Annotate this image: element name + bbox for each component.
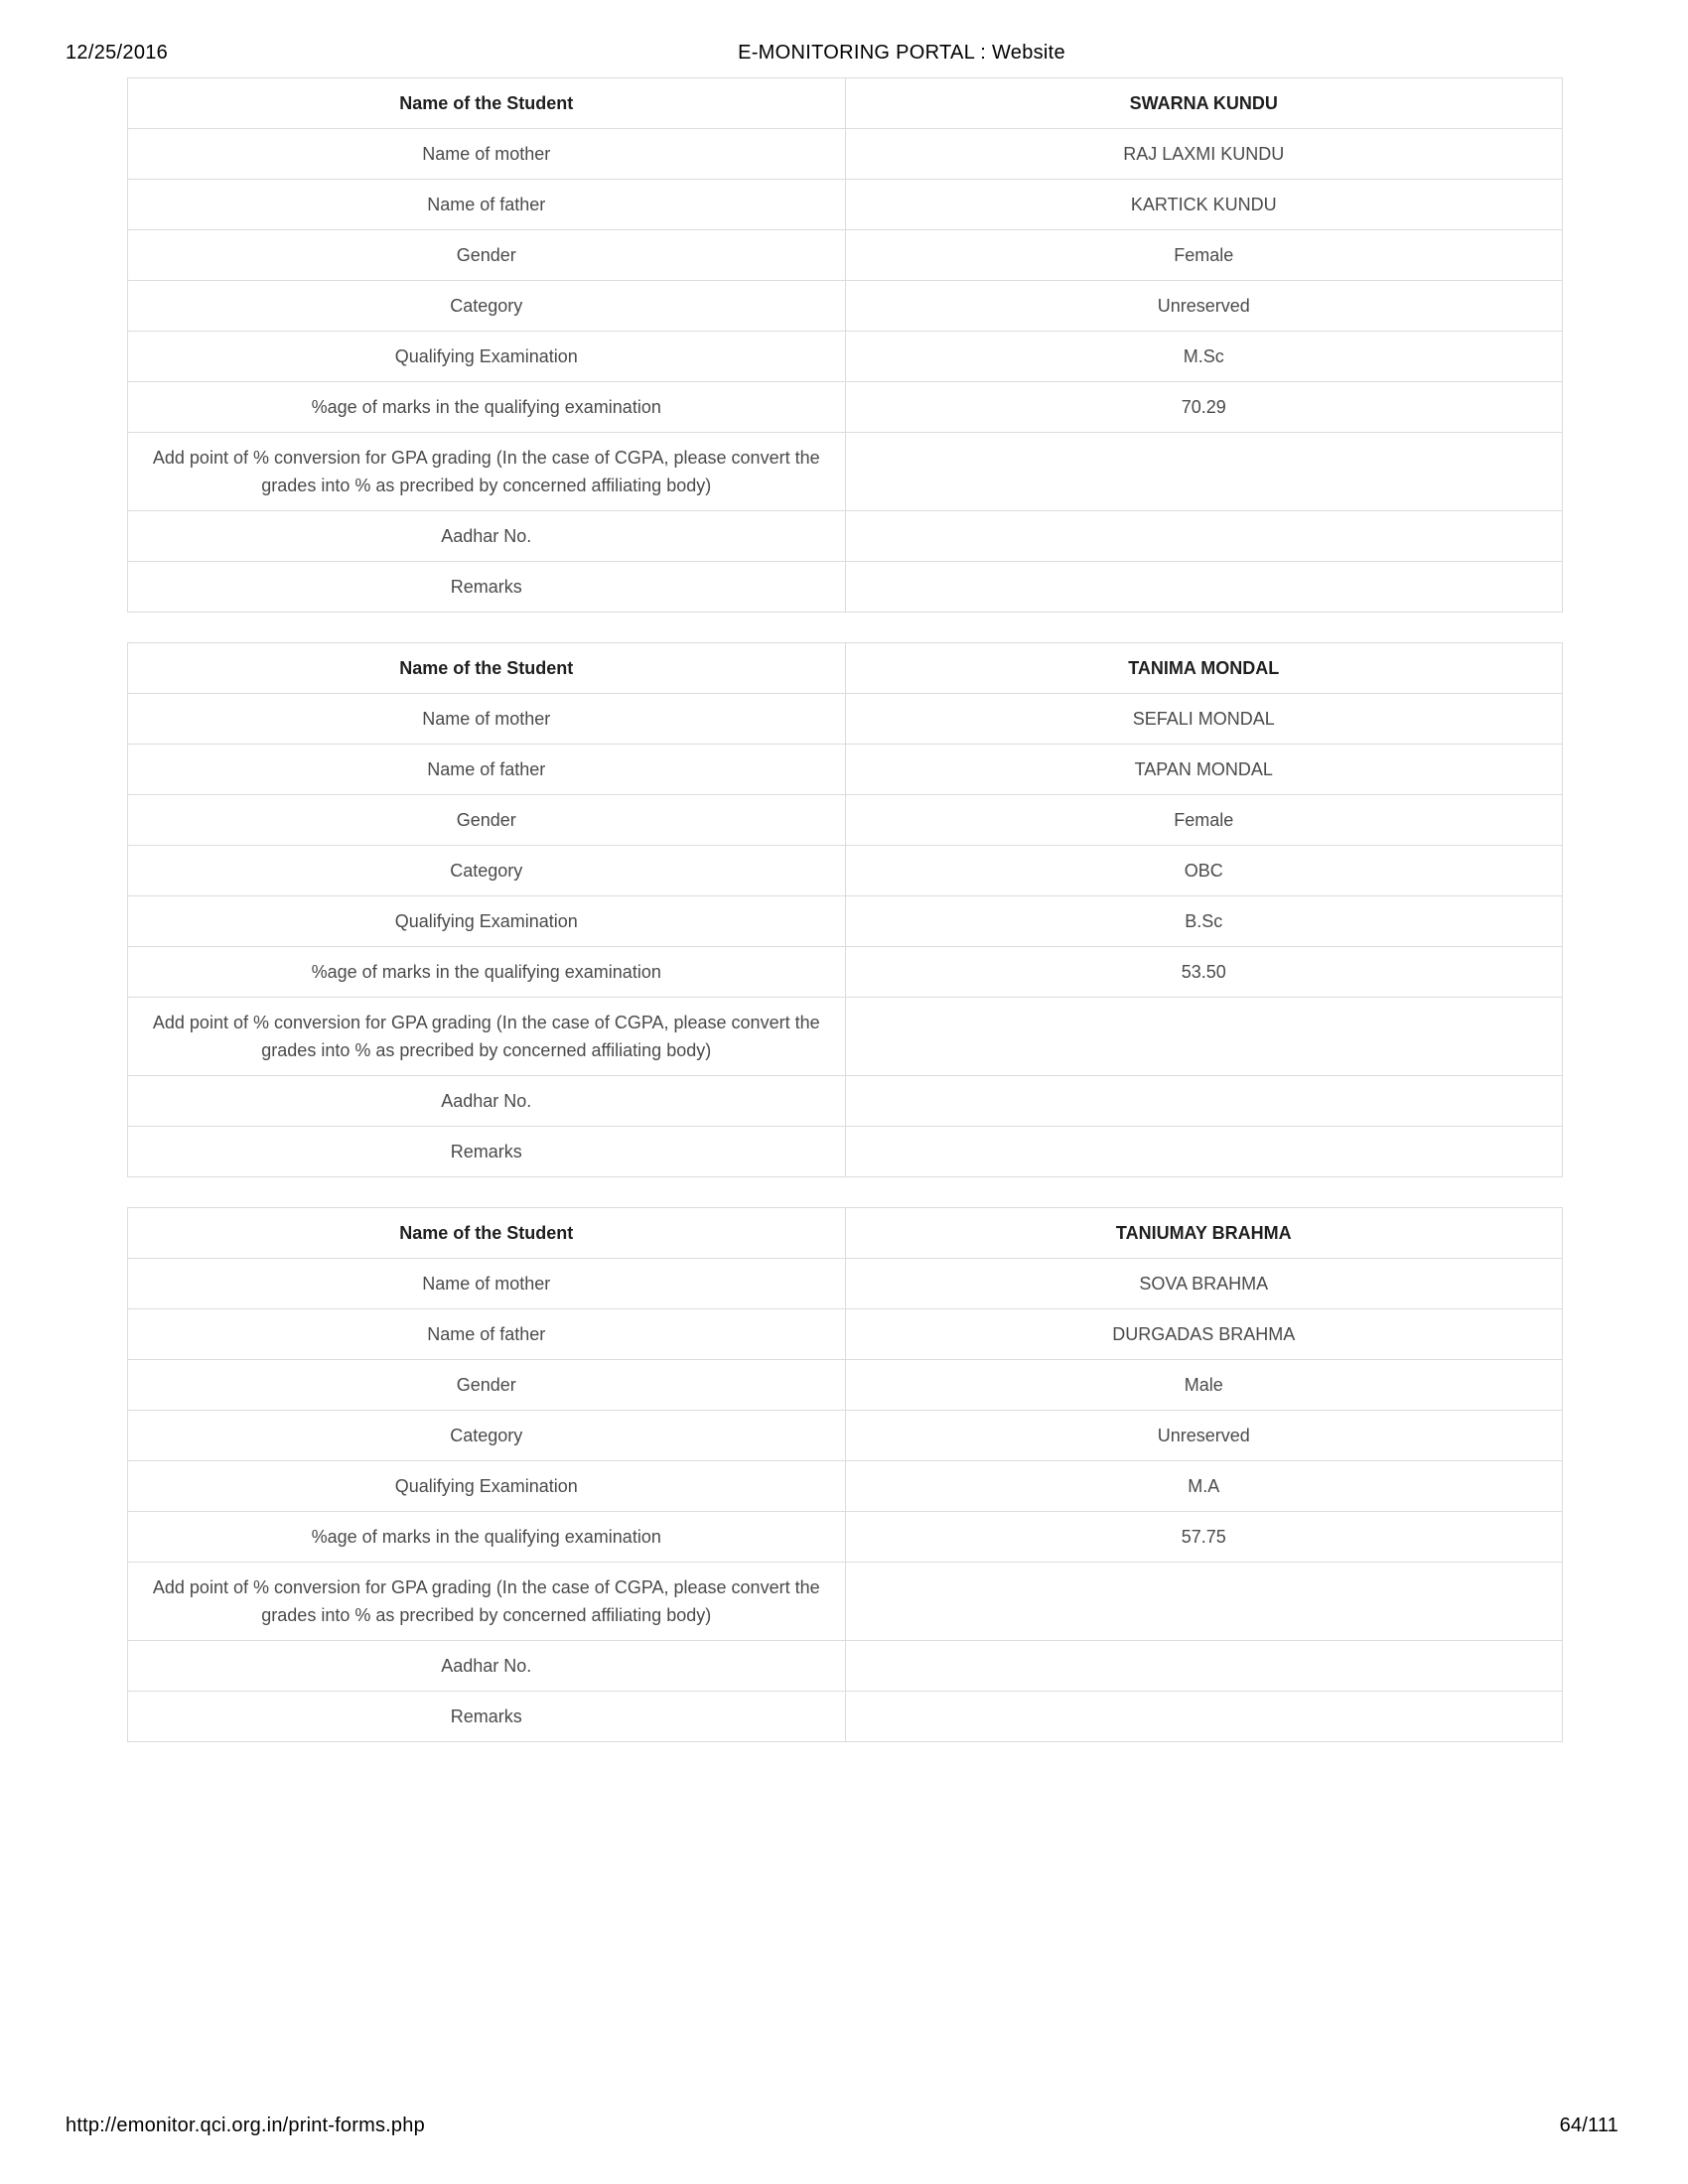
field-value: Female [845,795,1563,846]
field-label: %age of marks in the qualifying examination [128,1512,846,1563]
field-label: %age of marks in the qualifying examination [128,382,846,433]
field-value: SWARNA KUNDU [845,78,1563,129]
table-row [128,1563,1563,1641]
table-row [128,1309,1563,1360]
field-value: M.A [845,1461,1563,1512]
table-row [128,643,1563,694]
table-row [128,230,1563,281]
field-label: Add point of % conversion for GPA grading (In the case of CGPA, please convert the grades into % as precribed by concerned affiliating body) [128,998,846,1076]
table-row [128,511,1563,562]
field-value: DURGADAS BRAHMA [845,1309,1563,1360]
field-label: Name of father [128,745,846,795]
field-label: Remarks [128,1692,846,1742]
field-value: Male [845,1360,1563,1411]
page-number: 64/111 [1559,2115,1618,2136]
field-label: Qualifying Examination [128,896,846,947]
field-label: Add point of % conversion for GPA grading (In the case of CGPA, please convert the grades into % as precribed by concerned affiliating body) [128,1563,846,1641]
footer-url: http://emonitor.qci.org.in/print-forms.php [66,2115,425,2136]
field-value: 57.75 [845,1512,1563,1563]
field-label: Name of mother [128,694,846,745]
field-value: B.Sc [845,896,1563,947]
page-title: E-MONITORING PORTAL : Website [738,42,1065,64]
field-label: Name of father [128,180,846,230]
table-row [128,896,1563,947]
table-row [128,1512,1563,1563]
field-label: Gender [128,795,846,846]
table-row [128,846,1563,896]
table-row [128,1461,1563,1512]
field-label: Remarks [128,562,846,613]
field-value: 70.29 [845,382,1563,433]
table-row [128,281,1563,332]
student-record-table [127,77,1563,613]
table-row [128,1208,1563,1259]
table-row [128,1641,1563,1692]
field-label: Add point of % conversion for GPA grading (In the case of CGPA, please convert the grades into % as precribed by concerned affiliating body) [128,433,846,511]
field-value: Unreserved [845,281,1563,332]
table-row [128,1411,1563,1461]
table-row [128,795,1563,846]
field-label: Name of the Student [128,1208,846,1259]
field-label: Name of the Student [128,643,846,694]
student-record-table [127,642,1563,1177]
table-row [128,1076,1563,1127]
tables-container [127,77,1563,1772]
field-label: Remarks [128,1127,846,1177]
field-value: SOVA BRAHMA [845,1259,1563,1309]
table-row [128,562,1563,613]
field-value: TANIMA MONDAL [845,643,1563,694]
field-value [845,1127,1563,1177]
field-label: Gender [128,1360,846,1411]
table-row [128,1127,1563,1177]
field-value: 53.50 [845,947,1563,998]
field-value [845,1563,1563,1641]
field-value: RAJ LAXMI KUNDU [845,129,1563,180]
field-label: Name of the Student [128,78,846,129]
field-label: Qualifying Examination [128,1461,846,1512]
field-value: KARTICK KUNDU [845,180,1563,230]
field-label: Category [128,846,846,896]
field-label: %age of marks in the qualifying examination [128,947,846,998]
field-value [845,433,1563,511]
table-row [128,382,1563,433]
field-value: TAPAN MONDAL [845,745,1563,795]
table-row [128,745,1563,795]
field-value [845,998,1563,1076]
field-value: Female [845,230,1563,281]
field-label: Category [128,1411,846,1461]
field-label: Category [128,281,846,332]
student-record-table [127,1207,1563,1742]
table-row [128,129,1563,180]
table-row [128,78,1563,129]
field-value: OBC [845,846,1563,896]
table-row [128,998,1563,1076]
field-value [845,1076,1563,1127]
table-row [128,947,1563,998]
field-label: Name of mother [128,129,846,180]
field-label: Qualifying Examination [128,332,846,382]
print-date: 12/25/2016 [66,42,169,64]
field-label: Gender [128,230,846,281]
table-row [128,332,1563,382]
field-value: Unreserved [845,1411,1563,1461]
field-value [845,1692,1563,1742]
table-row [128,180,1563,230]
field-label: Aadhar No. [128,1076,846,1127]
field-label: Aadhar No. [128,511,846,562]
field-value: SEFALI MONDAL [845,694,1563,745]
field-value: M.Sc [845,332,1563,382]
table-row [128,694,1563,745]
table-row [128,1360,1563,1411]
field-value [845,562,1563,613]
field-label: Name of father [128,1309,846,1360]
table-row [128,433,1563,511]
table-row [128,1259,1563,1309]
field-value [845,511,1563,562]
field-label: Aadhar No. [128,1641,846,1692]
field-value: TANIUMAY BRAHMA [845,1208,1563,1259]
field-label: Name of mother [128,1259,846,1309]
field-value [845,1641,1563,1692]
table-row [128,1692,1563,1742]
